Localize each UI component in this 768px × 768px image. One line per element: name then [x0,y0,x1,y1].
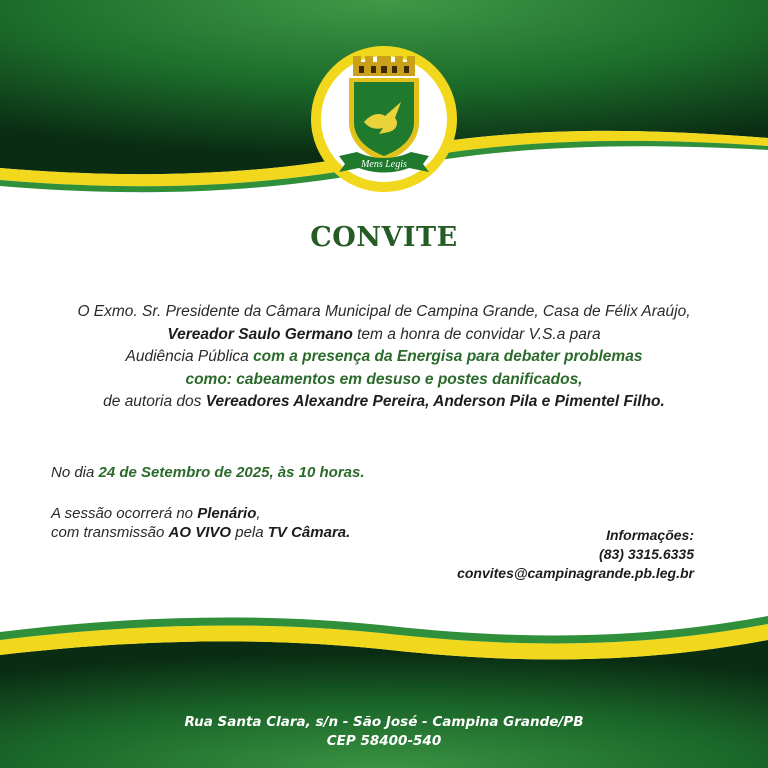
contact-label: Informações: [606,527,694,543]
contact-phone: (83) 3315.6335 [599,546,694,562]
session-line-1: A sessão ocorrerá no Plenário, [51,505,261,522]
session-info [51,504,350,542]
session-line-2: com transmissão AO VIVO pela TV Câmara. [51,524,351,541]
event-date: No dia 24 de Setembro de 2025, às 10 horas. [51,464,365,481]
address-line: Rua Santa Clara, s/n - São José - Campina Grande/PB [184,714,584,730]
contact-info [457,526,694,583]
invitation-line-5: de autoria dos Vereadores Alexandre Pereira, Anderson Pila e Pimentel Filho. [103,393,665,410]
contact-email: convites@campinagrande.pb.leg.br [457,565,694,581]
president-name: Vereador Saulo Germano [167,325,353,343]
invitation-line-4: como: cabeamentos em desuso e postes danificados, [185,370,583,388]
coat-of-arms-emblem [309,44,459,194]
invitation-line-3: Audiência Pública com a presença da Energisa para debater problemas [125,348,643,365]
invitation-text [20,301,748,414]
invitation-line-2: Vereador Saulo Germano tem a honra de convidar V.S.a para [167,325,601,343]
cep-line: CEP 58400-540 [326,733,442,749]
authors: Vereadores Alexandre Pereira, Anderson Pila e Pimentel Filho. [205,393,665,410]
emblem-motto: Mens Legis [361,159,407,170]
invitation-line-1: O Exmo. Sr. Presidente da Câmara Municipal de Campina Grande, Casa de Félix Araújo, [77,303,691,320]
footer-address [0,713,768,751]
page-title: CONVITE [310,222,458,253]
